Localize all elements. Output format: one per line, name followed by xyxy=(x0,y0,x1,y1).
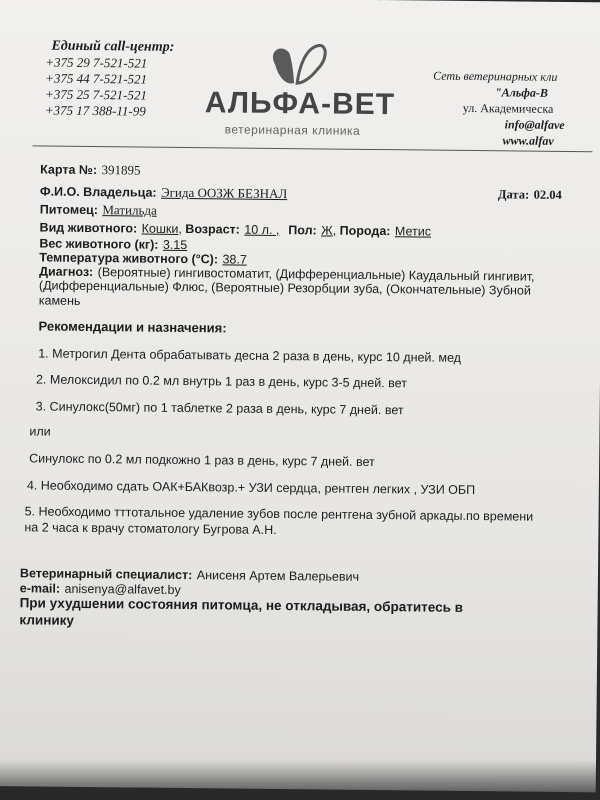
recommendation-2: 2. Мелоксидил по 0.2 мл внутрь 1 раз в день, курс 3-5 дней. вет xyxy=(35,372,408,391)
diagnosis-line-2: (Дифференциальные) Флюс, (Вероятные) Резорбции зуба, (Окончательные) Зубной xyxy=(38,278,531,298)
pet-label: Питомец: xyxy=(39,202,98,218)
weight-value: 3.15 xyxy=(162,237,188,253)
card-label: Карта №: xyxy=(40,162,98,178)
pet-row xyxy=(40,200,157,219)
vet-value: Анисеня Артем Валерьевич xyxy=(196,568,360,584)
bottom-shadow xyxy=(0,760,600,800)
vet-label: Ветеринарный специалист: xyxy=(19,566,193,583)
recommendation-5-line-1: 5. Необходимо тттотальное удаление зубов после рентгена зубной аркады.по времени xyxy=(24,504,534,524)
vet-email-value: anisenya@alfavet.by xyxy=(64,581,181,597)
species-row: Вид животного: Кошки, Возраст: 10 л. , Пол: Ж, Порода: Метис xyxy=(39,220,432,239)
recommendation-4: 4. Необходимо сдать ОАК+БАКвозр.+ УЗИ сердца, рентген легких , УЗИ ОБП xyxy=(26,478,476,498)
network-line: Сеть ветеринарных кли xyxy=(433,68,558,84)
diagnosis-label: Диагноз: xyxy=(39,264,94,280)
breed-label: Порода: xyxy=(339,223,391,239)
recommendation-1: 1. Метрогил Дента обрабатывать десна 2 раза в день, курс 10 дней. мед xyxy=(38,346,462,365)
address: ул. Академическа xyxy=(462,100,554,116)
card-number-row xyxy=(40,160,140,179)
sex-label: Пол: xyxy=(288,223,317,238)
recommendations-title: Рекомендации и назначения: xyxy=(38,318,227,336)
species-label: Вид животного: xyxy=(39,220,138,236)
owner-label: Ф.И.О. Владельца: xyxy=(39,184,157,200)
diagnosis-line-3: камень xyxy=(38,293,81,308)
logo-name: АЛЬФА-ВЕТ xyxy=(204,86,396,122)
clinic-email: info@alfave xyxy=(504,117,565,132)
temperature-label: Температура животного (°C): xyxy=(39,250,219,267)
species-value: Кошки xyxy=(141,221,179,236)
clinic-website: www.alfav xyxy=(502,133,554,148)
recommendation-3-alternative: Синулокс по 0.2 мл подкожно 1 раз в день, курс 7 дней. вет xyxy=(29,451,375,470)
vet-email-label: e-mail: xyxy=(19,581,61,596)
weight-label: Вес животного (кг): xyxy=(39,236,159,252)
temperature-value: 38.7 xyxy=(222,252,247,267)
card-number: 391895 xyxy=(101,162,141,178)
network-name: "Альфа-В xyxy=(494,85,548,100)
phone-4: +375 17 388-11-99 xyxy=(44,102,146,119)
recommendation-5-line-2: на 2 часа к врачу стоматологу Бугрова А.Н. xyxy=(24,520,277,537)
phone-3: +375 25 7-521-521 xyxy=(44,86,147,103)
sex-value: Ж xyxy=(321,223,333,238)
warning-line-2: клинику xyxy=(19,612,75,628)
recommendation-or: или xyxy=(29,424,51,439)
date-value: 02.04 xyxy=(533,187,562,202)
call-center-title: Единый call-центр: xyxy=(51,38,175,55)
owner-value: Эгида ООЗЖ БЕЗНАЛ xyxy=(160,184,288,202)
pet-value: Матильда xyxy=(102,202,157,218)
phone-1: +375 29 7-521-521 xyxy=(45,54,148,71)
date-label: Дата: xyxy=(497,187,530,202)
warning-line-1: При ухудшении состояния питомца, не откладывая, обратитесь в xyxy=(19,595,464,615)
recommendation-3: 3. Синулокс(50мг) по 1 таблетке 2 раза в день, курс 7 дней. вет xyxy=(35,399,404,418)
phone-2: +375 44 7-521-521 xyxy=(45,70,148,87)
breed-value: Метис xyxy=(394,224,432,239)
date-row xyxy=(498,185,562,204)
age-value: 10 л. , xyxy=(244,222,280,238)
age-label: Возраст: xyxy=(185,222,240,237)
logo-subtitle: ветеринарная клиника xyxy=(224,122,361,138)
diagnosis-line-1: (Вероятные) гингивостоматит, (Дифференциальные) Каудальный гингивит, xyxy=(97,265,535,284)
